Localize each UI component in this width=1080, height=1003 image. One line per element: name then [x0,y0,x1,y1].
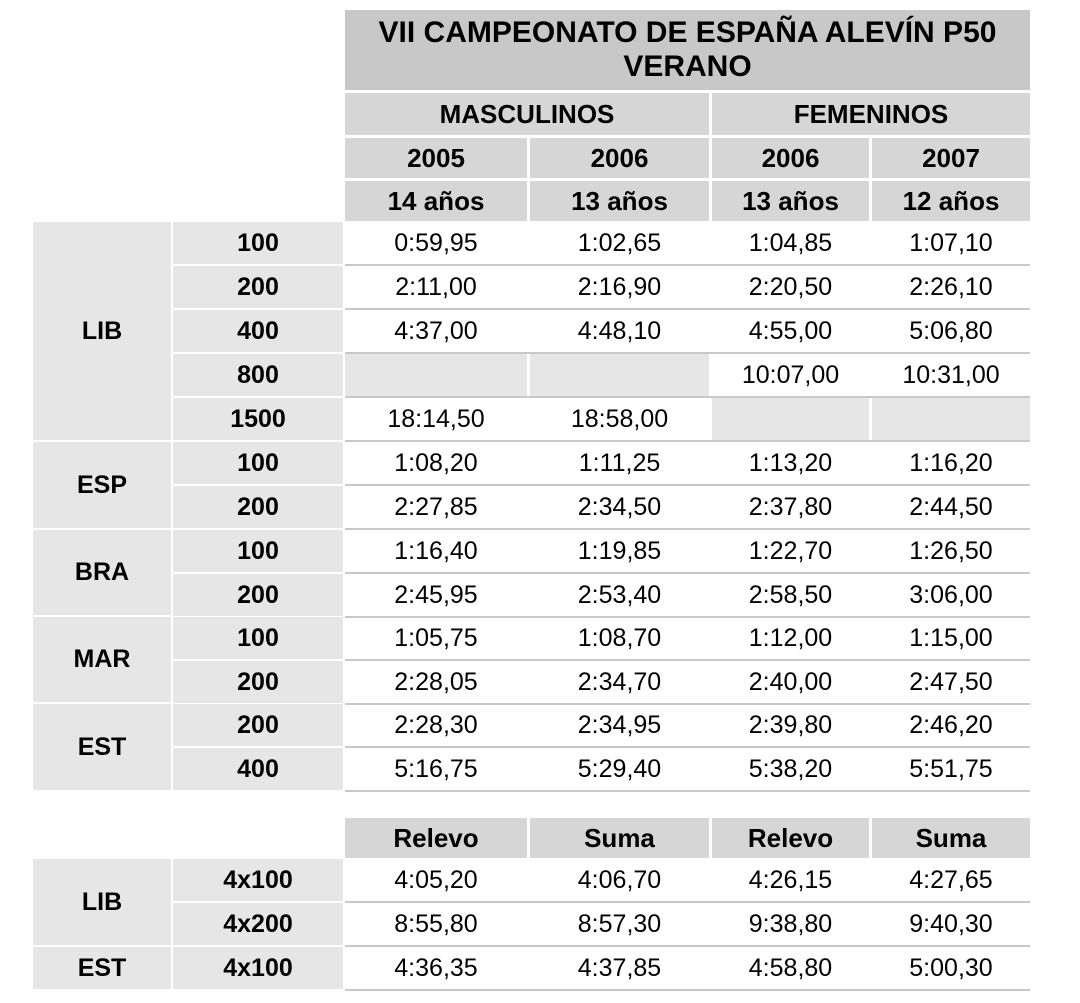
time-cell [872,398,1030,440]
distance-label: 800 [173,354,343,396]
relay-time-cell: 4:27,65 [909,865,993,894]
time-cell: 2:44,50 [909,492,993,521]
distance-label: 1500 [173,398,343,440]
time-cell: 3:06,00 [909,580,993,609]
time-cell: 5:38,20 [748,754,833,783]
stroke-label-esp: ESP [33,442,171,528]
relay-header: Relevo [712,818,869,858]
time-cell: 2:34,70 [577,667,662,696]
time-cell: 5:16,75 [394,754,478,783]
time-cell: 2:28,30 [394,710,478,739]
age-header: 12 años [872,181,1030,221]
time-cell: 2:45,95 [394,580,478,609]
group-header-masculinos: MASCULINOS [345,93,709,135]
distance-label: 200 [173,574,343,616]
distance-label: 200 [173,661,343,703]
time-cell: 2:11,00 [395,272,477,301]
relay-time-cell: 4:26,15 [748,865,833,894]
relay-distance-label: 4x100 [173,859,343,901]
relay-time-cell: 9:38,80 [748,909,833,938]
distance-label: 200 [173,704,343,746]
time-cell: 18:14,50 [387,404,485,433]
time-cell: 1:16,40 [394,536,478,565]
relay-stroke-label-lib: LIB [33,859,171,945]
time-cell: 1:08,20 [394,448,478,477]
time-cell: 0:59,95 [394,228,478,257]
time-cell: 2:40,00 [748,667,833,696]
time-cell: 2:47,50 [909,667,993,696]
row-divider [345,790,1030,792]
table-title [345,10,1030,90]
relay-header: Suma [530,818,709,858]
relay-time-cell: 4:06,70 [577,865,662,894]
time-cell: 1:04,85 [748,228,833,257]
time-cell: 5:06,80 [909,316,993,345]
relay-time-cell: 4:05,20 [394,865,478,894]
time-cell: 1:02,65 [577,228,662,257]
time-cell: 4:55,00 [748,316,833,345]
relay-time-cell: 4:37,85 [577,953,662,982]
year-header: 2005 [345,138,527,178]
time-cell: 2:58,50 [748,580,833,609]
relay-time-cell: 8:57,30 [577,909,662,938]
time-cell: 1:08,70 [577,623,662,652]
row-divider [345,989,1030,991]
time-cell [530,354,709,396]
time-cell: 1:12,00 [748,623,833,652]
age-header: 13 años [530,181,709,221]
relay-time-cell: 4:36,35 [394,953,478,982]
year-header: 2006 [712,138,869,178]
time-cell: 5:29,40 [577,754,662,783]
time-cell: 1:13,20 [748,448,833,477]
distance-label: 400 [173,748,343,790]
relay-time-cell: 4:58,80 [748,953,833,982]
time-cell: 2:28,05 [394,667,478,696]
stroke-label-bra: BRA [33,530,171,615]
time-cell: 2:34,50 [577,492,662,521]
time-cell: 2:34,95 [577,710,662,739]
time-cell: 2:39,80 [748,710,833,739]
time-cell: 1:26,50 [909,536,993,565]
distance-label: 100 [173,530,343,572]
time-cell: 2:26,10 [909,272,993,301]
time-cell: 1:07,10 [909,228,993,257]
time-cell: 2:53,40 [577,580,662,609]
relay-stroke-label-est: EST [33,947,171,989]
time-cell: 1:05,75 [394,623,478,652]
distance-label: 100 [173,222,343,264]
time-cell: 1:16,20 [909,448,993,477]
time-cell [345,354,527,396]
time-cell: 1:11,25 [578,448,661,477]
relay-distance-label: 4x200 [173,903,343,945]
time-cell: 10:07,00 [741,360,840,389]
relay-time-cell: 8:55,80 [394,909,478,938]
time-cell: 4:48,10 [577,316,662,345]
distance-label: 200 [173,266,343,308]
distance-label: 400 [173,310,343,352]
time-cell: 5:51,75 [909,754,993,783]
year-header: 2006 [530,138,709,178]
distance-label: 100 [173,442,343,484]
time-cell: 2:37,80 [748,492,833,521]
time-cell: 2:20,50 [748,272,833,301]
time-cell: 2:46,20 [909,710,993,739]
year-header: 2007 [872,138,1030,178]
stroke-label-mar: MAR [33,617,171,702]
time-cell: 1:22,70 [748,536,833,565]
time-cell: 1:15,00 [909,623,993,652]
stroke-label-est: EST [33,704,171,790]
relay-header: Suma [872,818,1030,858]
group-header-femeninos: FEMENINOS [712,93,1030,135]
time-cell: 1:19,85 [577,536,662,565]
time-cell: 4:37,00 [394,316,478,345]
stroke-label-lib: LIB [33,222,171,440]
age-header: 14 años [345,181,527,221]
relay-header: Relevo [345,818,527,858]
title-line-1: VII CAMPEONATO DE ESPAÑA ALEVÍN P50 [378,16,997,49]
distance-label: 100 [173,617,343,659]
time-cell: 2:16,90 [577,272,662,301]
relay-time-cell: 9:40,30 [909,909,993,938]
time-cell: 10:31,00 [902,360,1000,389]
time-cell [712,398,869,440]
time-cell: 18:58,00 [570,404,669,433]
title-line-2: VERANO [623,50,752,83]
age-header: 13 años [712,181,869,221]
distance-label: 200 [173,486,343,528]
time-cell: 2:27,85 [394,492,478,521]
relay-time-cell: 5:00,30 [909,953,993,982]
relay-distance-label: 4x100 [173,947,343,989]
